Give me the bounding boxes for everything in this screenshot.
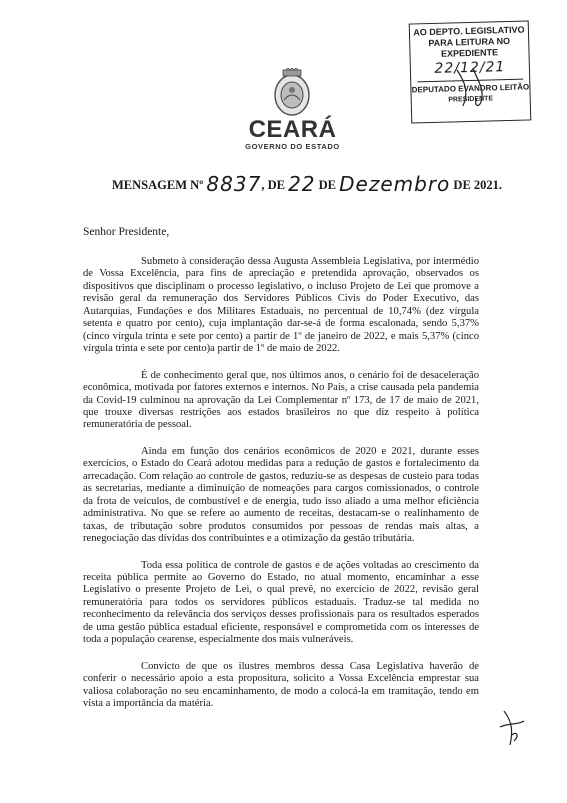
coat-of-arms-icon [271,68,313,118]
message-label: MENSAGEM Nº [112,178,204,192]
salutation: Senhor Presidente, [83,226,170,238]
stamp-line-2: PARA LEITURA NO EXPEDIENTE [428,35,511,59]
message-sep-1: , DE [261,178,285,192]
message-body [83,226,479,725]
message-year: DE 2021. [453,178,503,192]
state-name: CEARÁ [248,116,337,143]
stamp-signer: DEPUTADO EVANDRO LEITÃO [411,82,530,95]
stamp-line-1: AO DEPTO. LEGISLATIVO [413,24,525,38]
government-label: GOVERNO DO ESTADO [245,142,340,151]
handwritten-rubric [496,705,528,751]
paragraph-2: É de conhecimento geral que, nos últimos anos, o cenário foi de desaceleração econômica, motivada por fatores externos e internos. No País, a crise causada pela pandemia da Covid-19 culminou na aprovação da Lei Complementar nº 173, de 17 de maio de 2021, que trouxe diversas restrições aos estados brasileiros no que diz respeito à política remuneratória de pessoal. [83,369,479,431]
paragraph-4: Toda essa política de controle de gastos e de ações voltadas ao crescimento da receita pública permite ao Governo do Estado, no atual momento, encaminhar a esse Legislativo o presente Projeto de Lei, o qual prevê, no exercício de 2022, revisão geral remuneratória para todos os servidores públicos estaduais. Traduz-se tal medida no reconhecimento da relevância dos serviços desses profissionais para os resultados esperados de uma gestão pública estadual eficiente, responsável e comprometida com os interesses de toda a população cearense, especialmente dos mais vulneráveis. [83,559,479,646]
message-month: Dezembro [339,172,451,196]
paragraph-5: Convicto de que os ilustres membros dessa Casa Legislativa haverão de conferir o necessário apoio a esta propositura, solicito a Vossa Excelência emprestar sua valiosa colaboração no seu encaminhamento, de modo a colocá-la em tramitação, tendo em vista a importância da matéria. [83,660,479,710]
stamp-signature-scribble [447,62,507,112]
paragraph-1: Submeto à consideração dessa Augusta Assembleia Legislativa, por intermédio de Vossa Excelência, para fins de apreciação e pretendida aprovação, observados os dispositivos que disciplinam o processo legislativo, o incluso Projeto de Lei que promove a revisão geral da remuneração dos Servidores Públicos Civis do Poder Executivo, das Autarquias, Fundações e dos Militares Estaduais, no percentual de 10,74% (dez vírgula setenta e quatro por cento), cuja implantação dar-se-á de forma escalonada, sendo 5,37% (cinco vírgula trinta e sete por cento) a partir de 1º de janeiro de 2022, e mais 5,37% (cinco vírgula trinta e sete por cento)a partir de 1º de maio de 2022. [83,256,479,355]
message-number: 8837 [206,172,262,196]
message-sep-2: DE [318,178,337,192]
paragraph-3: Ainda em função dos cenários econômicos de 2020 e 2021, durante esses exercícios, o Estado do Ceará adotou medidas para a redução de gastos e fortalecimento da arrecadação. Com relação ao controle de gastos, reduziu-se as despesas de custeio para todas as secretarias, mediante a diminuição de nomeações para cargos comissionados, o controle da frota de veículos, de combustível e de energia, tudo isso aliado a uma melhor eficiência administrativa. No que se refere ao aumento de receitas, destacam-se o realinhamento de taxas, de tributação sobre produtos consumidos por pessoas de rendas mais altas, a renegociação das dívidas dos contribuintes e a otimização da gestão tributária. [83,445,479,545]
message-day: 22 [288,172,316,196]
message-heading [112,170,503,198]
state-header [0,117,567,151]
stamp-role: PRESIDENTE [448,95,494,104]
stamp-date: 22/12/21 [434,59,506,77]
